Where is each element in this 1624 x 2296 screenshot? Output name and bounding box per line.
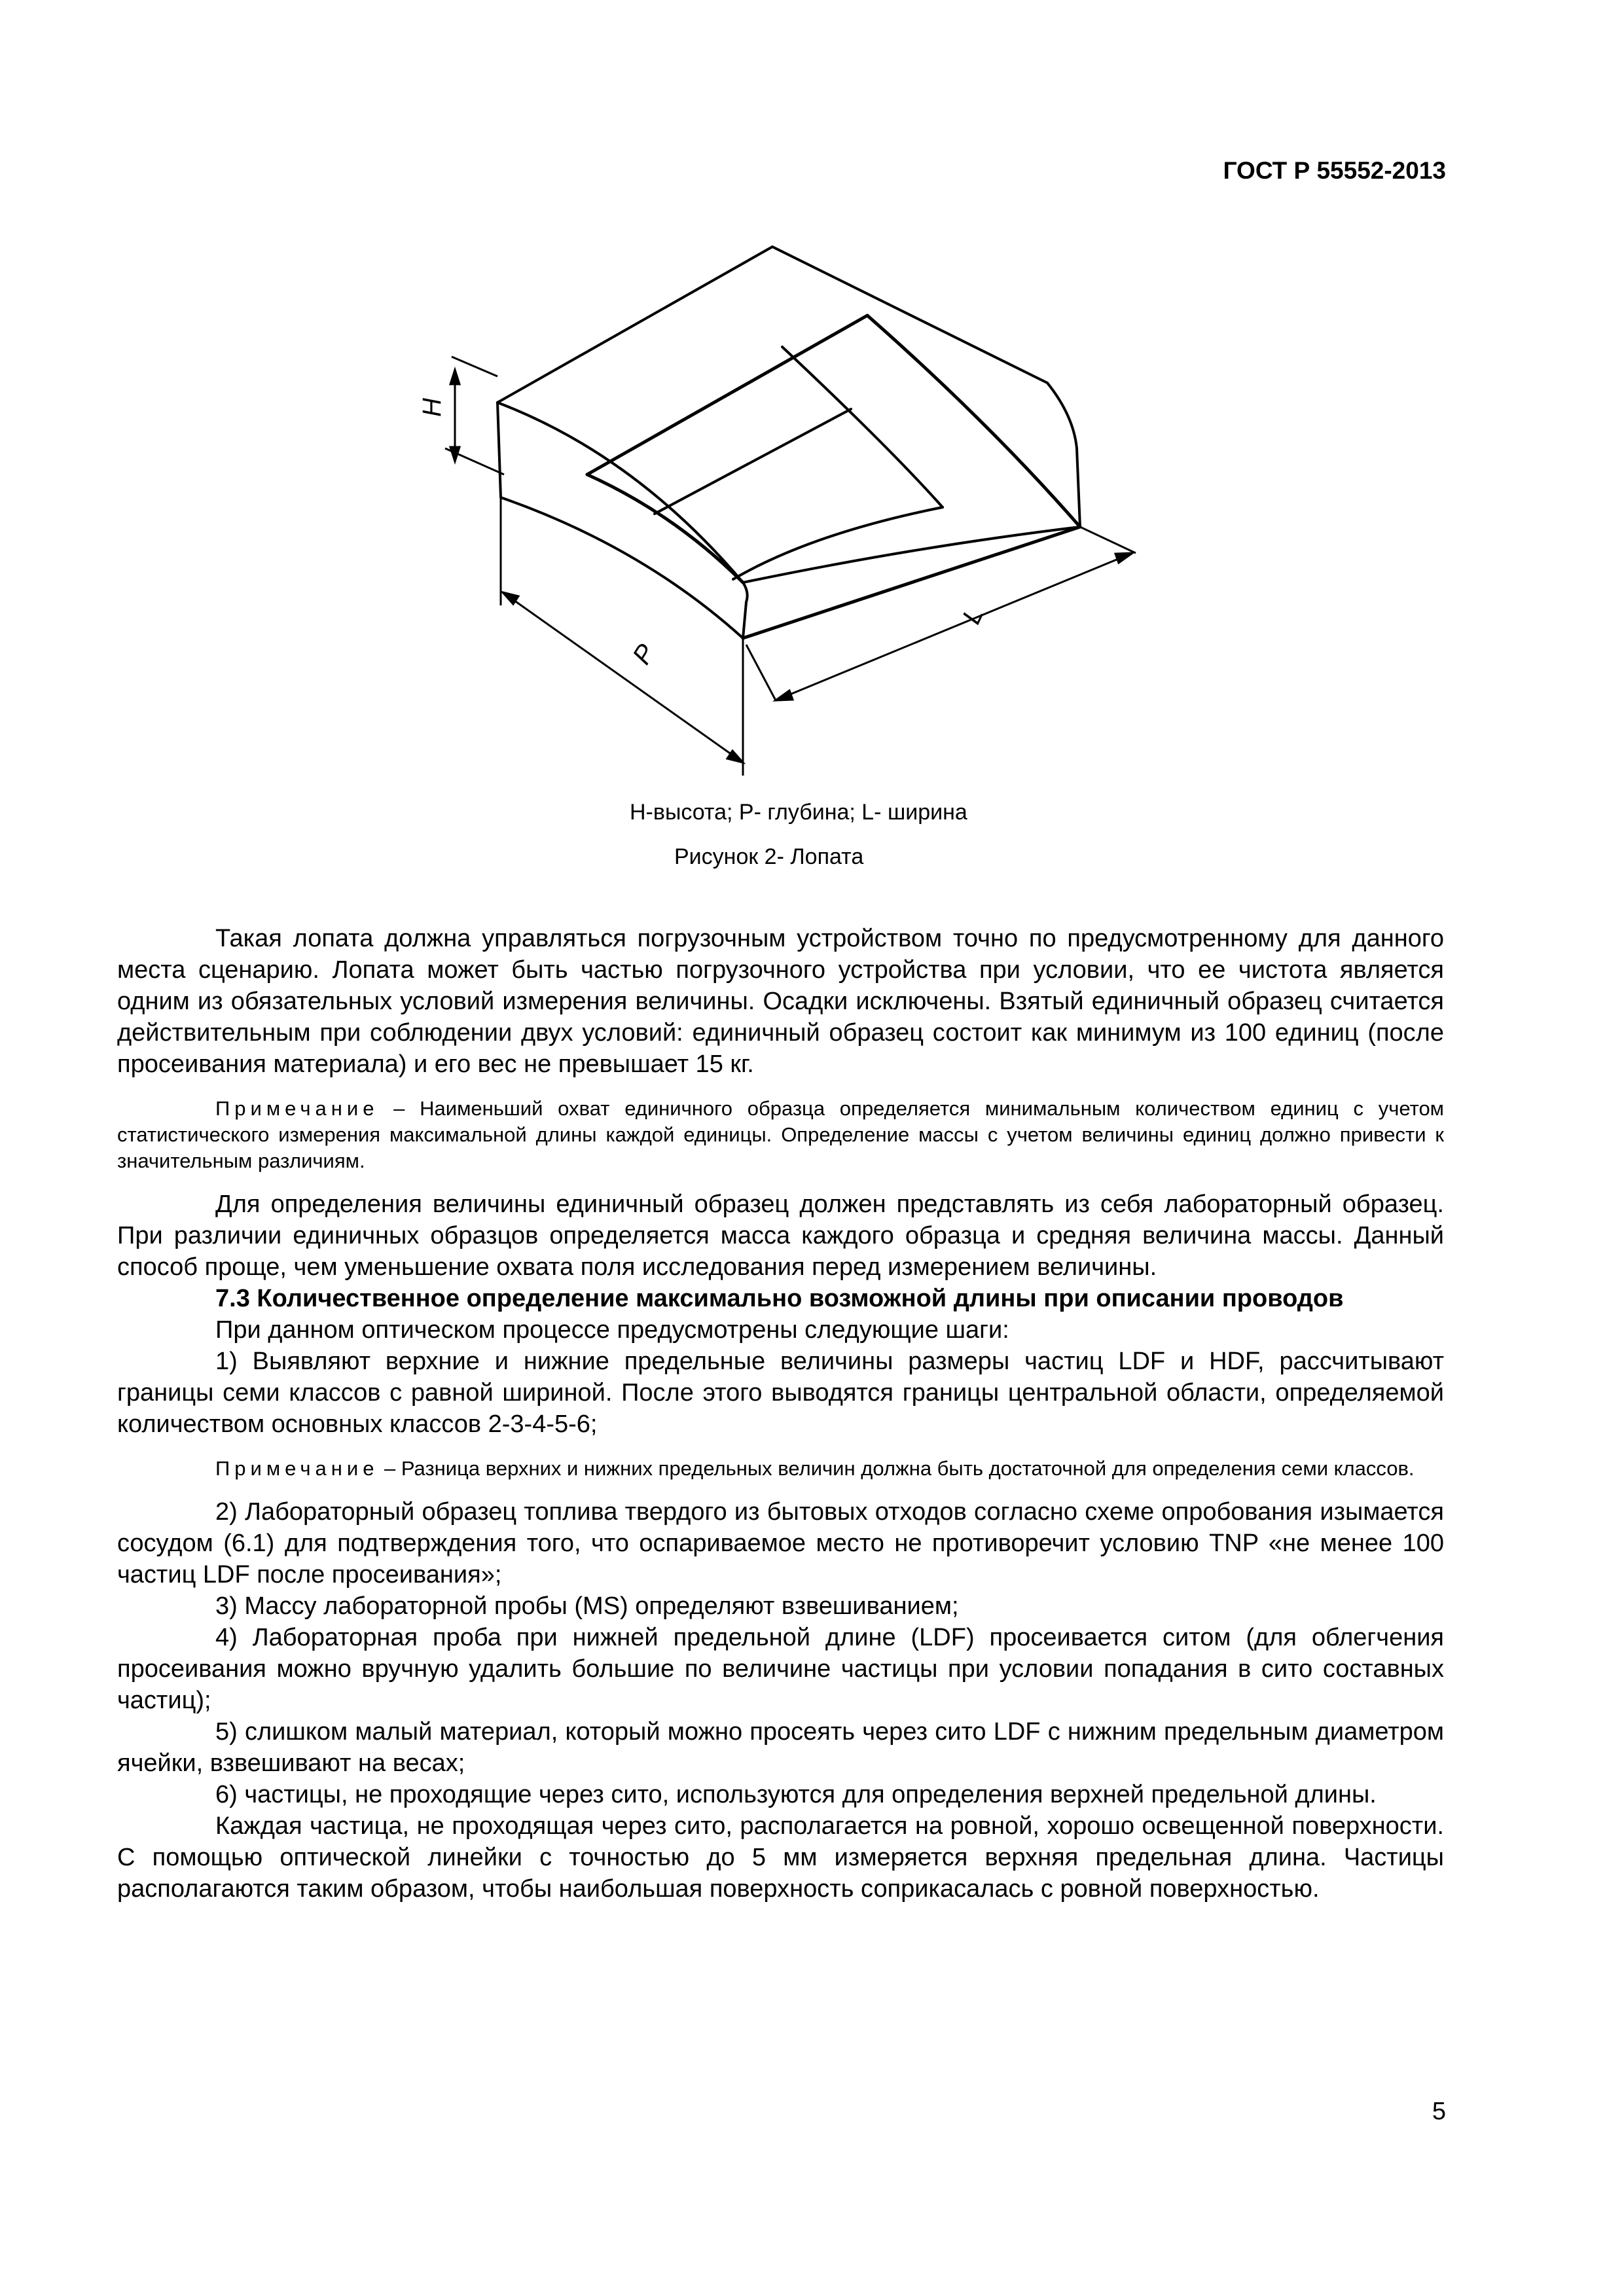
body-text — [117, 923, 1444, 1905]
step-1: 1) Выявляют верхние и нижние предельные величины размеры частиц LDF и HDF, рассчитывают границы семи классов с равной шириной. После этого выводятся границы центральной области, определяемой количеством основных классов 2-3-4-5-6; — [117, 1348, 1444, 1438]
figure-caption: Рисунок 2- Лопата — [674, 844, 864, 869]
paragraph-3: При данном оптическом процессе предусмотрены следующие шаги: — [215, 1316, 1009, 1344]
section-heading: 7.3 Количественное определение максимально возможной длины при описании проводов — [215, 1285, 1344, 1312]
width-label: L — [956, 603, 990, 629]
step-3: 3) Массу лабораторной пробы (MS) определяют взвешиванием; — [215, 1592, 959, 1620]
note-2-text: – Разница верхних и нижних предельных величин должна быть достаточной для определения семи классов. — [378, 1457, 1415, 1480]
shovel-figure — [393, 239, 1165, 782]
paragraph-1: Такая лопата должна управляться погрузочным устройством точно по предусмотренному для данного места сценарию. Лопата может быть частью погрузочного устройства при условии, что ее чистота является одним из обязательных условий измерения величины. Осадки исключены. Взятый единичный образец считается действительным при соблюдении двух условий: единичный образец состоит как минимум из 100 единиц (после просеивания материала) и его вес не превышает 15 кг. — [117, 925, 1444, 1078]
document-id: ГОСТ Р 55552-2013 — [1223, 157, 1446, 184]
page-number: 5 — [1432, 2098, 1446, 2125]
depth-label: P — [627, 639, 661, 670]
paragraph-2: Для определения величины единичный образец должен представлять из себя лабораторный образец. При различии единичных образцов определяется масса каждого образца и средняя величина массы. Данный способ проще, чем уменьшение охвата поля исследования перед измерением величины. — [117, 1191, 1444, 1281]
note-1 — [117, 1096, 1444, 1174]
step-5: 5) слишком малый материал, который можно просеять через сито LDF с нижним предельным диаметром ячейки, взвешивают на весах; — [117, 1718, 1444, 1777]
note-2 — [117, 1456, 1444, 1482]
step-2: 2) Лабораторный образец топлива твердого из бытовых отходов согласно схеме опробования изымается сосудом (6.1) для подтверждения того, что оспариваемое место не противоречит условию TNP «не менее 100 частиц LDF после просеивания»; — [117, 1498, 1444, 1588]
step-4: 4) Лабораторная проба при нижней предельной длине (LDF) просеивается ситом (для облегчения просеивания можно вручную удалить большие по величине частицы при условии попадания в сито составных частиц); — [117, 1624, 1444, 1714]
note-1-text: – Наименьший охват единичного образца определяется минимальным количеством единиц с учетом статистического измерения максимальной длины каждой единицы. Определение массы с учетом величины единиц должно привести к значительным различиям. — [117, 1097, 1444, 1172]
note-2-label: Примечание — [215, 1457, 379, 1480]
step-6: 6) частицы, не проходящие через сито, используются для определения верхней предельной длины. — [215, 1781, 1377, 1808]
paragraph-4: Каждая частица, не проходящая через сито, располагается на ровной, хорошо освещенной поверхности. С помощью оптической линейки с точностью до 5 мм измеряется верхняя предельная длина. Частицы располагаются таким образом, чтобы наибольшая поверхность соприкасалась с ровной поверхностью. — [117, 1812, 1444, 1903]
note-1-label: Примечание — [215, 1097, 379, 1120]
shovel-drawing — [393, 239, 1165, 782]
figure-legend: H-высота; P- глубина; L- ширина — [630, 800, 967, 825]
height-label: H — [418, 398, 446, 417]
